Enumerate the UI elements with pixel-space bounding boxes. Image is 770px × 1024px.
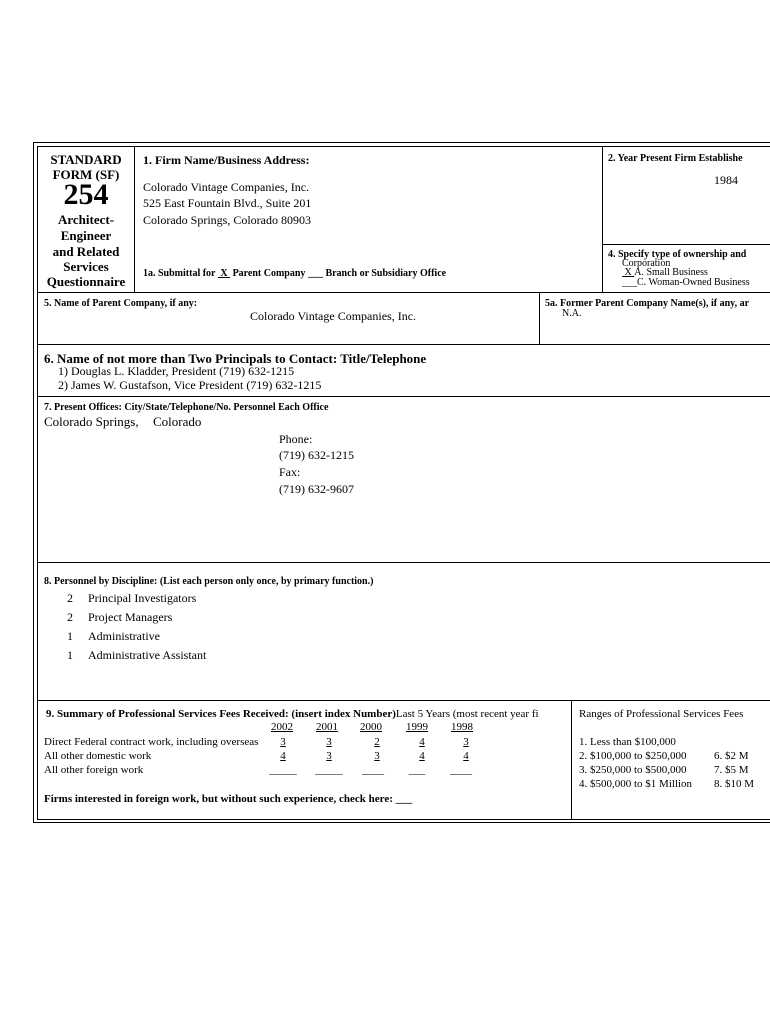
range-item: 4. $500,000 to $1 Million: [579, 778, 693, 790]
personnel-count: 2: [67, 610, 73, 624]
sf-title-line: Architect-: [57, 212, 115, 227]
fees-value: 4: [280, 750, 286, 762]
personnel-count: 1: [67, 629, 73, 643]
personnel-title: Project Managers: [88, 610, 173, 624]
personnel-count: 2: [67, 591, 73, 605]
fees-value: _____: [315, 764, 343, 776]
offices-label: 7. Present Offices: City/State/Telephone/No. Personnel Each Office: [44, 402, 329, 413]
range-item: 2. $100,000 to $250,000: [579, 750, 687, 762]
submittal-row: [143, 268, 446, 279]
fees-label-tail: Last 5 Years (most recent year fi: [395, 708, 539, 720]
range-item: 3. $250,000 to $500,000: [579, 764, 687, 776]
sf-line1: STANDARD: [50, 152, 122, 167]
firm-label: 1. Firm Name/Business Address:: [143, 153, 310, 167]
fax-value: (719) 632-9607: [279, 482, 354, 496]
fees-label: 9. Summary of Professional Services Fees Received: (insert index Number): [46, 708, 396, 720]
ownership-woman-owned: [622, 277, 750, 288]
range-item: 8. $10 M: [714, 778, 755, 790]
sf-line2: FORM (SF): [52, 167, 120, 182]
parent-value: Colorado Vintage Companies, Inc.: [250, 309, 417, 323]
fees-value: ___: [408, 764, 426, 776]
firm-address-line: Colorado Springs, Colorado 80903: [143, 213, 311, 227]
former-parent-label: 5a. Former Parent Company Name(s), if any, ar: [545, 298, 750, 309]
fees-value: 3: [463, 736, 469, 748]
range-item: 7. $5 M: [714, 764, 749, 776]
sf-number: 254: [63, 178, 109, 211]
fees-value: 2: [374, 736, 380, 748]
personnel-title: Administrative: [88, 629, 160, 643]
ranges-label: Ranges of Professional Services Fees: [579, 708, 744, 720]
range-item: 6. $2 M: [714, 750, 749, 762]
fees-value: 3: [326, 736, 332, 748]
branch-option: Branch or Subsidiary Office: [325, 268, 447, 279]
fees-value: 4: [463, 750, 469, 762]
woman-owned-blank: ___: [622, 277, 637, 288]
small-business-mark: X: [624, 267, 632, 278]
firm-address-line: 525 East Fountain Blvd., Suite 201: [143, 196, 312, 210]
sf-title-line: Questionnaire: [46, 274, 126, 289]
fees-row-label: All other domestic work: [44, 750, 152, 762]
principal-item: 2) James W. Gustafson, Vice President (719) 632-1215: [58, 378, 322, 392]
range-item: 1. Less than $100,000: [579, 736, 676, 748]
principals-label: 6. Name of not more than Two Principals to Contact: Title/Telephone: [44, 351, 427, 366]
fees-header: [46, 708, 571, 720]
fees-value: 4: [419, 736, 425, 748]
foreign-work-note: Firms interested in foreign work, but without such experience, check here: ___: [44, 793, 413, 805]
principal-item: 1) Douglas L. Kladder, President (719) 632-1215: [58, 364, 295, 378]
small-business-label: A. Small Business: [634, 267, 708, 278]
phone-label: Phone:: [279, 432, 313, 446]
fees-value: 3: [326, 750, 332, 762]
sf-title-line: Engineer: [60, 228, 112, 243]
ownership-label: 4. Specify type of ownership and: [608, 249, 747, 260]
fees-value: _____: [269, 764, 297, 776]
year-established-label: 2. Year Present Firm Establishe: [608, 153, 743, 164]
fax-label: Fax:: [279, 465, 301, 479]
personnel-label: 8. Personnel by Discipline: (List each person only once, by primary function.): [44, 576, 374, 587]
sf-title-line: Services: [63, 259, 109, 274]
phone-value: (719) 632-1215: [279, 448, 354, 462]
fees-value: 3: [374, 750, 380, 762]
parent-label: 5. Name of Parent Company, if any:: [44, 298, 198, 309]
fees-row-label: All other foreign work: [44, 764, 144, 776]
fees-value: 3: [280, 736, 286, 748]
personnel-count: 1: [67, 648, 73, 662]
fees-year: 2002: [271, 721, 293, 733]
former-parent-value: N.A.: [562, 308, 582, 319]
fees-value: ____: [450, 764, 472, 776]
woman-owned-label: C. Woman-Owned Business: [637, 277, 750, 288]
year-established-value: 1984: [714, 173, 738, 187]
personnel-title: Administrative Assistant: [88, 648, 207, 662]
submittal-mark: X: [220, 268, 228, 279]
office-state: Colorado: [153, 414, 202, 429]
firm-address-line: Colorado Vintage Companies, Inc.: [143, 180, 310, 194]
ownership-type: Corporation: [622, 258, 671, 269]
fees-year: 2000: [360, 721, 382, 733]
fees-year: 1998: [451, 721, 473, 733]
submittal-label: 1a. Submittal for: [143, 268, 216, 279]
branch-blank: ___: [307, 268, 323, 279]
personnel-title: Principal Investigators: [88, 591, 197, 605]
office-city: Colorado Springs,: [44, 414, 139, 429]
fees-year: 2001: [316, 721, 338, 733]
fees-row-label: Direct Federal contract work, including overseas: [44, 736, 259, 748]
fees-value: 4: [419, 750, 425, 762]
parent-company-option: Parent Company: [232, 268, 306, 279]
fees-year: 1999: [406, 721, 428, 733]
fees-value: ____: [362, 764, 384, 776]
sf-title-line: and Related: [52, 244, 120, 259]
